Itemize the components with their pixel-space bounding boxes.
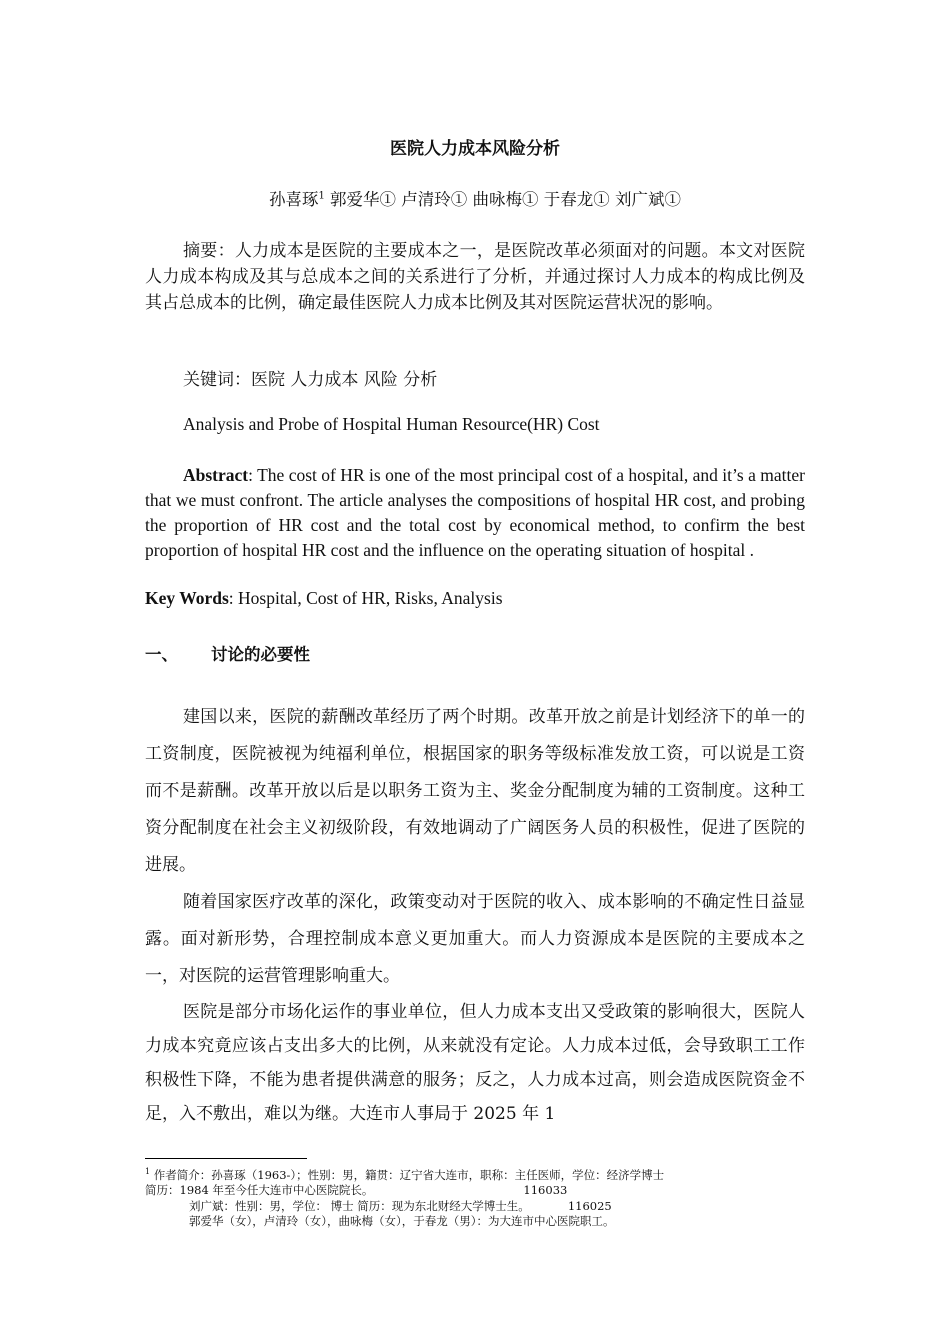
paragraph: 医院是部分市场化运作的事业单位，但人力成本支出又受政策的影响很大，医院人力成本究竟应该占支出多大的比例，从来就没有定论。人力成本过低，会导致职工工作积极性下降，不能为患者提供满意的服务；反之，人力成本过高，则会造成医院资金不足，入不敷出，难以为继。大连市人事局于 2025 年 1 <box>145 1002 805 1124</box>
body-text <box>145 699 805 1131</box>
abstract-english-text: : The cost of HR is one of the most principal cost of a hospital, and it’s a matter that we must confront. The article analyses the compositions of hospital HR cost, and probing the proportion of HR cost and the total cost by economical method, to confirm the best proportion of hospital HR cost and the influence on the operating situation of hospital . <box>145 465 805 560</box>
footnote-line: 刘广斌：性别：男，学位： 博士 简历：现为东北财经大学博士生。 <box>189 1198 530 1213</box>
keywords-english-text: : Hospital, Cost of HR, Risks, Analysis <box>228 588 503 608</box>
footnote-line: 郭爱华（女），卢清玲（女），曲咏梅（女），于春龙（男）：为大连市中心医院职工。 <box>189 1214 615 1229</box>
abstract-english <box>145 463 805 563</box>
keywords-chinese: 关键词：医院 人力成本 风险 分析 <box>183 370 438 390</box>
author-footnote-mark: 1 <box>318 190 325 202</box>
english-title: Analysis and Probe of Hospital Human Resource(HR) Cost <box>183 414 600 434</box>
co-authors: 郭爱华① 卢清玲① 曲咏梅① 于春龙① 刘广斌① <box>324 190 682 209</box>
keywords-english <box>145 588 805 609</box>
paper-title: 医院人力成本风险分析 <box>390 139 560 159</box>
postal-code: 116033 <box>523 1183 568 1198</box>
section-heading <box>145 641 805 665</box>
section-title: 讨论的必要性 <box>211 645 310 664</box>
postal-code: 116025 <box>567 1198 612 1213</box>
abstract-label: Abstract <box>183 465 249 485</box>
footnote-line: 简历：1984 年至今任大连市中心医院院长。 <box>145 1183 374 1198</box>
footnote <box>145 1164 825 1230</box>
keywords-label: Key Words <box>145 588 229 608</box>
author-line <box>0 186 950 210</box>
section-number: 一、 <box>145 645 178 664</box>
paragraph: 建国以来，医院的薪酬改革经历了两个时期。改革开放之前是计划经济下的单一的工资制度，医院被视为纯福利单位，根据国家的职务等级标准发放工资，可以说是工资而不是薪酬。改革开放以后是以职务工资为主、奖金分配制度为辅的工资制度。这种工资分配制度在社会主义初级阶段，有效地调动了广阔医务人员的积极性，促进了医院的进展。 <box>145 707 805 875</box>
footnote-separator <box>145 1158 307 1159</box>
footnote-line: 作者简介：孙喜琢（1963-）；性别：男，籍贯：辽宁省大连市，职称：主任医师，学位：经济学博士 <box>150 1167 665 1182</box>
first-author: 孙喜琢 <box>268 190 319 209</box>
paragraph: 随着国家医疗改革的深化，政策变动对于医院的收入、成本影响的不确定性日益显露。面对新形势，合理控制成本意义更加重大。而人力资源成本是医院的主要成本之一，对医院的运营管理影响重大。 <box>145 892 805 986</box>
abstract-chinese: 摘要：人力成本是医院的主要成本之一，是医院改革必须面对的问题。本文对医院人力成本构成及其与总成本之间的关系进行了分析，并通过探讨人力成本的构成比例及其占总成本的比例，确定最佳医院人力成本比例及其对医院运营状况的影响。 <box>145 241 805 313</box>
footnote-mark: 1 <box>145 1167 151 1176</box>
